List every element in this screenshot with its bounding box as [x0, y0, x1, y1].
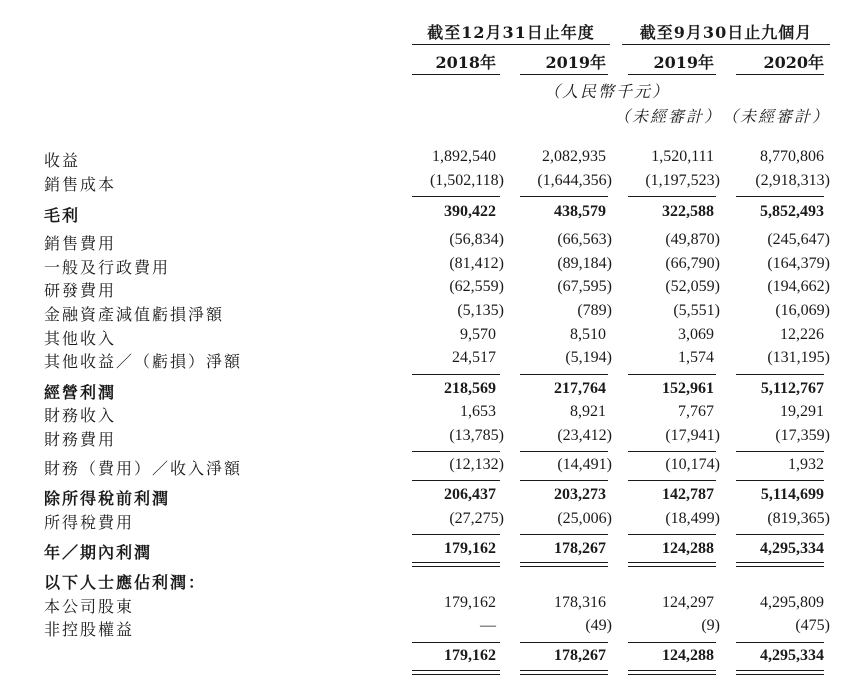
subtotal-rule: [412, 451, 500, 452]
total-double-rule: [736, 670, 824, 675]
subtotal-rule: [736, 642, 824, 643]
row-label: 所得稅費用: [44, 513, 135, 532]
cell-value: (56,834): [449, 231, 504, 248]
subtotal-rule: [736, 196, 824, 197]
year-rule: [520, 74, 608, 75]
subtotal-rule: [628, 374, 716, 375]
subtotal-rule: [412, 374, 500, 375]
cell-value: (789): [577, 302, 612, 319]
cell-value: 5,114,699: [760, 486, 824, 503]
cell-value: (67,595): [557, 278, 612, 295]
header-rule: [412, 44, 610, 45]
subtotal-rule: [628, 534, 716, 535]
row-label: 本公司股東: [44, 597, 135, 616]
row-label: 毛利: [44, 206, 81, 225]
cell-value: (25,006): [557, 510, 612, 527]
year-rule: [412, 74, 500, 75]
row-label: 其他收入: [44, 329, 117, 348]
subtotal-rule: [628, 480, 716, 481]
cell-value: 206,437: [444, 486, 496, 503]
cell-value: 178,267: [554, 647, 606, 664]
subtotal-rule: [412, 534, 500, 535]
header-rule: [622, 44, 830, 45]
cell-value: 4,295,334: [760, 647, 824, 664]
subtotal-rule: [628, 642, 716, 643]
row-label: 財務（費用）／收入淨額: [44, 459, 243, 478]
cell-value: (89,184): [557, 255, 612, 272]
cell-value: 217,764: [554, 380, 606, 397]
header-period-fy: 截至12月31日止年度: [427, 23, 595, 42]
cell-value: 124,288: [662, 647, 714, 664]
subtotal-rule: [736, 534, 824, 535]
row-label: 其他收益／（虧損）淨額: [44, 352, 243, 371]
cell-value: 178,316: [554, 594, 606, 611]
cell-value: 9,570: [460, 326, 496, 343]
cell-value: (66,790): [665, 255, 720, 272]
cell-value: 179,162: [444, 540, 496, 557]
cell-value: —: [480, 617, 496, 634]
cell-value: 203,273: [554, 486, 606, 503]
row-label: 收益: [44, 151, 81, 170]
cell-value: (164,379): [767, 255, 830, 272]
cell-value: (10,174): [665, 456, 720, 473]
row-label: 金融資產減值虧損淨額: [44, 305, 225, 324]
total-double-rule: [736, 562, 824, 567]
cell-value: 12,226: [780, 326, 824, 343]
subtotal-rule: [736, 374, 824, 375]
cell-value: (49): [585, 617, 612, 634]
row-label: 研發費用: [44, 281, 117, 300]
cell-value: (131,195): [767, 349, 830, 366]
cell-value: 179,162: [444, 647, 496, 664]
cell-value: 2,082,935: [542, 148, 606, 165]
row-label: 銷售費用: [44, 234, 117, 253]
cell-value: (194,662): [767, 278, 830, 295]
total-double-rule: [628, 562, 716, 567]
cell-value: (23,412): [557, 427, 612, 444]
subtotal-rule: [628, 451, 716, 452]
cell-value: 5,852,493: [760, 203, 824, 220]
unaudited-note: （未經審計）: [614, 107, 723, 126]
subtotal-rule: [412, 480, 500, 481]
cell-value: (245,647): [767, 231, 830, 248]
cell-value: 142,787: [662, 486, 714, 503]
cell-value: 1,932: [788, 456, 824, 473]
cell-value: (16,069): [775, 302, 830, 319]
header-year: 2020年: [763, 53, 824, 72]
cell-value: (13,785): [449, 427, 504, 444]
total-double-rule: [412, 670, 500, 675]
unaudited-note: （未經審計）: [722, 107, 831, 126]
cell-value: (17,941): [665, 427, 720, 444]
cell-value: (475): [795, 617, 830, 634]
cell-value: 4,295,334: [760, 540, 824, 557]
cell-value: (1,644,356): [537, 172, 612, 189]
cell-value: 8,510: [570, 326, 606, 343]
cell-value: (18,499): [665, 510, 720, 527]
cell-value: 124,288: [662, 540, 714, 557]
subtotal-rule: [520, 374, 608, 375]
row-label: 除所得稅前利潤: [44, 489, 171, 508]
cell-value: 390,422: [444, 203, 496, 220]
total-double-rule: [520, 562, 608, 567]
cell-value: (819,365): [767, 510, 830, 527]
cell-value: 7,767: [678, 403, 714, 420]
subtotal-rule: [412, 196, 500, 197]
cell-value: 438,579: [554, 203, 606, 220]
cell-value: 5,112,767: [760, 380, 824, 397]
year-rule: [628, 74, 716, 75]
cell-value: (66,563): [557, 231, 612, 248]
cell-value: (2,918,313): [755, 172, 830, 189]
cell-value: 1,574: [678, 349, 714, 366]
cell-value: 179,162: [444, 594, 496, 611]
cell-value: 8,770,806: [760, 148, 824, 165]
cell-value: 24,517: [452, 349, 496, 366]
total-double-rule: [412, 562, 500, 567]
cell-value: 124,297: [662, 594, 714, 611]
subtotal-rule: [520, 451, 608, 452]
cell-value: (5,135): [457, 302, 504, 319]
cell-value: 8,921: [570, 403, 606, 420]
cell-value: 4,295,809: [760, 594, 824, 611]
header-period-9m: 截至9月30日止九個月: [639, 23, 813, 42]
cell-value: 322,588: [662, 203, 714, 220]
cell-value: 3,069: [678, 326, 714, 343]
row-label: 經營利潤: [44, 383, 117, 402]
row-label: 年／期內利潤: [44, 543, 153, 562]
cell-value: (62,559): [449, 278, 504, 295]
cell-value: 1,653: [460, 403, 496, 420]
year-rule: [736, 74, 824, 75]
section-heading: 以下人士應佔利潤：: [44, 573, 207, 592]
subtotal-rule: [736, 451, 824, 452]
cell-value: (1,502,118): [429, 172, 504, 189]
row-label: 一般及行政費用: [44, 258, 171, 277]
header-year: 2019年: [545, 53, 606, 72]
cell-value: (49,870): [665, 231, 720, 248]
cell-value: (5,194): [565, 349, 612, 366]
cell-value: (14,491): [557, 456, 612, 473]
currency-note: （人民幣千元）: [544, 82, 671, 101]
subtotal-rule: [520, 534, 608, 535]
subtotal-rule: [628, 196, 716, 197]
total-double-rule: [520, 670, 608, 675]
cell-value: 178,267: [554, 540, 606, 557]
cell-value: (81,412): [449, 255, 504, 272]
subtotal-rule: [412, 642, 500, 643]
header-year: 2018年: [435, 53, 496, 72]
row-label: 財務收入: [44, 406, 117, 425]
subtotal-rule: [520, 480, 608, 481]
cell-value: 1,520,111: [651, 148, 714, 165]
cell-value: (17,359): [775, 427, 830, 444]
cell-value: (12,132): [449, 456, 504, 473]
cell-value: 218,569: [444, 380, 496, 397]
cell-value: (5,551): [673, 302, 720, 319]
cell-value: (1,197,523): [645, 172, 720, 189]
cell-value: (9): [701, 617, 720, 634]
cell-value: 152,961: [662, 380, 714, 397]
subtotal-rule: [520, 642, 608, 643]
row-label: 財務費用: [44, 430, 117, 449]
cell-value: 19,291: [780, 403, 824, 420]
cell-value: (27,275): [449, 510, 504, 527]
header-year: 2019年: [653, 53, 714, 72]
subtotal-rule: [736, 480, 824, 481]
row-label: 銷售成本: [44, 175, 117, 194]
cell-value: (52,059): [665, 278, 720, 295]
subtotal-rule: [520, 196, 608, 197]
cell-value: 1,892,540: [432, 148, 496, 165]
total-double-rule: [628, 670, 716, 675]
row-label: 非控股權益: [44, 620, 135, 639]
